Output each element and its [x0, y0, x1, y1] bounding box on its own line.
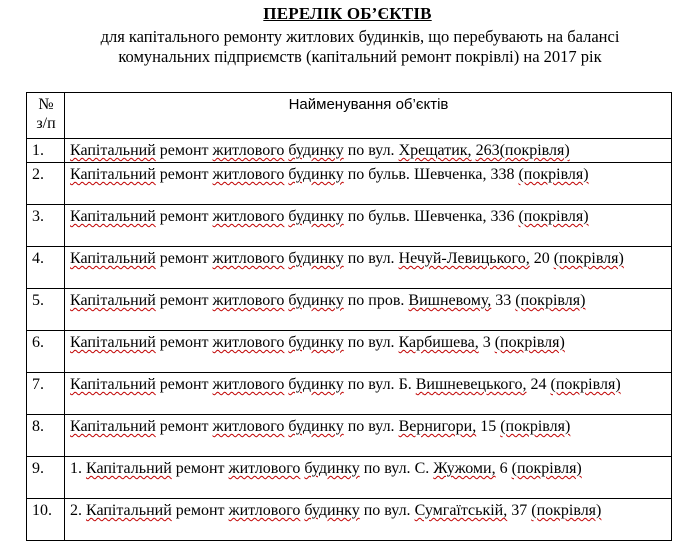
row-number: 9.: [27, 457, 65, 499]
objects-table: [26, 92, 672, 541]
table-row: [27, 415, 672, 457]
row-number: 3.: [27, 205, 65, 247]
row-number: 10.: [27, 499, 65, 541]
header-number: № з/п: [27, 93, 65, 139]
document-subtitle: [40, 27, 680, 67]
row-object-name: Капітальний ремонт житлового будинку по бульв. Шевченка, 336 (покрівля): [65, 205, 672, 247]
row-object-name: 2. Капітальний ремонт житлового будинку по вул. Сумгаїтській, 37 (покрівля): [65, 499, 672, 541]
row-number: 6.: [27, 331, 65, 373]
row-object-name: Капітальний ремонт житлового будинку по вул. Нечуй-Левицького, 20 (покрівля): [65, 247, 672, 289]
table-row: [27, 247, 672, 289]
row-object-name: 1. Капітальний ремонт житлового будинку по вул. С. Жужоми, 6 (покрівля): [65, 457, 672, 499]
row-object-name: Капітальний ремонт житлового будинку по вул. Хрещатик, 263(покрівля): [65, 139, 672, 163]
row-object-name: Капітальний ремонт житлового будинку по вул. Вернигори, 15 (покрівля): [65, 415, 672, 457]
row-number: 7.: [27, 373, 65, 415]
table-row: [27, 205, 672, 247]
row-number: 5.: [27, 289, 65, 331]
document-title: ПЕРЕЛІК ОБ’ЄКТІВ: [263, 4, 432, 23]
row-number: 4.: [27, 247, 65, 289]
header-name: Найменування об’єктів: [65, 93, 672, 139]
table-row: [27, 331, 672, 373]
row-object-name: Капітальний ремонт житлового будинку по вул. Б. Вишневецького, 24 (покрівля): [65, 373, 672, 415]
table-body: [27, 139, 672, 541]
row-object-name: Капітальний ремонт житлового будинку по пров. Вишневому, 33 (покрівля): [65, 289, 672, 331]
row-number: 1.: [27, 139, 65, 163]
table-row: [27, 457, 672, 499]
row-object-name: Капітальний ремонт житлового будинку по бульв. Шевченка, 338 (покрівля): [65, 163, 672, 205]
table-row: [27, 499, 672, 541]
table-row: [27, 373, 672, 415]
subtitle-line-2: комунальних підприємств (капітальний ремонт покрівлі) на 2017 рік: [118, 47, 602, 66]
table-header-row: [27, 93, 672, 139]
row-number: 2.: [27, 163, 65, 205]
table-row: [27, 163, 672, 205]
row-object-name: Капітальний ремонт житлового будинку по вул. Карбишева, 3 (покрівля): [65, 331, 672, 373]
table-row: [27, 139, 672, 163]
table-row: [27, 289, 672, 331]
row-number: 8.: [27, 415, 65, 457]
subtitle-line-1: для капітального ремонту житлових будинків, що перебувають на балансі: [100, 27, 620, 46]
